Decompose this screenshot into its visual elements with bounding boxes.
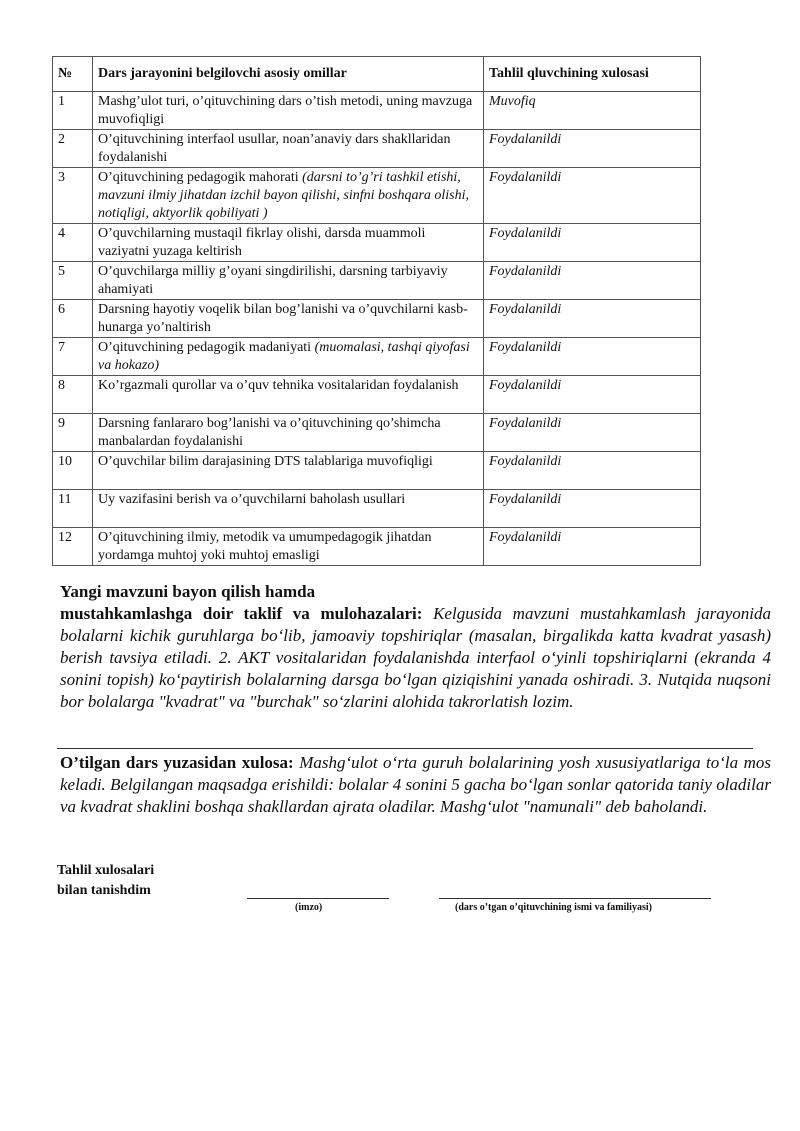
proposals-section — [60, 581, 771, 713]
row-factor — [93, 300, 484, 338]
row-factor-text: O’qituvchining ilmiy, metodik va umumpedagogik jihatdan yordamga muhtoj yoki muhtoj emasligi — [98, 530, 432, 563]
table-body — [53, 92, 701, 566]
row-number: 8 — [53, 376, 93, 414]
row-number: 11 — [53, 490, 93, 528]
ack-line2: bilan tanishdim — [57, 883, 151, 898]
row-number: 1 — [53, 92, 93, 130]
conclusion-label: O’tilgan dars yuzasidan xulosa: — [60, 753, 294, 772]
row-factor-detail: (darsni to’g’ri tashkil etishi, mavzuni ilmiy jihatdan izchil bayon qilishi, sinfni boshqara olishi, notiqligi, aktyorlik qobiliyati ) — [98, 170, 470, 221]
table-row — [53, 414, 701, 452]
row-result: Foydalanildi — [484, 338, 701, 376]
signature-line — [247, 898, 389, 899]
table-row — [53, 168, 701, 224]
row-factor-text: O’qituvchining pedagogik mahorati — [98, 170, 303, 185]
acknowledgement-label — [57, 861, 154, 901]
row-factor-text: Darsning fanlararo bog’lanishi va o’qituvchining qo’shimcha manbalardan foydalanishi — [98, 416, 441, 449]
separator-line — [57, 748, 753, 749]
proposals-title-line1: Yangi mavzuni bayon qilish hamda — [60, 582, 316, 601]
proposals-title-line2: mustahkamlashga doir taklif va mulohazalari: — [60, 604, 423, 623]
row-number: 2 — [53, 130, 93, 168]
row-number: 3 — [53, 168, 93, 224]
header-factors: Dars jarayonini belgilovchi asosiy omillar — [93, 57, 484, 92]
row-factor-text: Mashg’ulot turi, o’qituvchining dars o’tish metodi, uning mavzuga muvofiqligi — [98, 94, 473, 127]
table-header-row — [53, 57, 701, 92]
row-factor — [93, 338, 484, 376]
ack-line1: Tahlil xulosalari — [57, 863, 155, 878]
row-result: Foydalanildi — [484, 262, 701, 300]
row-number: 12 — [53, 528, 93, 566]
conclusion-body: Mashg‘ulot o‘rta guruh bolalarining yosh xususiyatlariga to‘la mos keladi. Belgilangan maqsadga erishildi: bolalar 4 sonini 5 gacha bo‘lgan sonlar qatorida taniy oladilar va kvadrat shaklini boshqa shakllardan ajrata oladilar. Mashg‘ulot "namunali" deb baholandi. — [60, 753, 772, 816]
row-factor-text: O’qituvchining interfaol usullar, noan’anaviy dars shakllaridan foydalanishi — [98, 132, 451, 165]
table-row — [53, 300, 701, 338]
row-result: Muvofiq — [484, 92, 701, 130]
table-row — [53, 528, 701, 566]
row-factor-text: O’qituvchining pedagogik madaniyati — [98, 340, 315, 355]
row-factor — [93, 130, 484, 168]
row-number: 5 — [53, 262, 93, 300]
table-row — [53, 92, 701, 130]
row-factor-text: Darsning hayotiy voqelik bilan bog’lanishi va o’quvchilarni kasb-hunarga yo’naltirish — [98, 302, 468, 335]
row-factor-text: Uy vazifasini berish va o’quvchilarni baholash usullari — [98, 492, 406, 507]
table-row — [53, 452, 701, 490]
row-factor — [93, 224, 484, 262]
row-factor-detail: (muomalasi, tashqi qiyofasi va hokazo) — [98, 340, 470, 373]
table-row — [53, 376, 701, 414]
table-row — [53, 224, 701, 262]
row-factor — [93, 376, 484, 414]
row-factor — [93, 452, 484, 490]
row-factor — [93, 168, 484, 224]
row-factor-text: O’quvchilar bilim darajasining DTS talablariga muvofiqligi — [98, 454, 433, 469]
header-conclusion: Tahlil qluvchining xulosasi — [484, 57, 701, 92]
proposals-body: Kelgusida mavzuni mustahkamlash jarayonida bolalarni kichik guruhlarga bo‘lib, jamoaviy topshiriqlar (masalan, birgalikda katta kvadrat yasash) berish tavsiya etiladi. 2. AKT vositalaridan foydalanishda interfaol o‘yinli topshiriqlarni (ekranda 4 sonini topish) ko‘paytirish bolalarning darsga bo‘lgan qiziqishini yanada oshiradi. 3. Nutqida nuqsoni bor bolalarga "kvadrat" va "burchak" so‘zlarini alohida takrorlatish lozim. — [60, 604, 772, 711]
row-result: Foydalanildi — [484, 224, 701, 262]
row-factor — [93, 528, 484, 566]
row-factor — [93, 262, 484, 300]
row-result: Foydalanildi — [484, 168, 701, 224]
evaluation-table — [52, 56, 701, 566]
teacher-name-line — [439, 898, 711, 899]
row-number: 10 — [53, 452, 93, 490]
row-factor-text: O’quvchilarga milliy g’oyani singdirilishi, darsning tarbiyaviy ahamiyati — [98, 264, 448, 297]
row-factor — [93, 490, 484, 528]
row-factor — [93, 92, 484, 130]
row-result: Foydalanildi — [484, 414, 701, 452]
row-number: 9 — [53, 414, 93, 452]
header-number: № — [53, 57, 93, 92]
row-factor-text: Ko’rgazmali qurollar va o’quv tehnika vositalaridan foydalanish — [98, 378, 459, 393]
row-result: Foydalanildi — [484, 452, 701, 490]
signature-caption: (imzo) — [295, 902, 323, 913]
conclusion-section — [60, 752, 771, 818]
table-row — [53, 130, 701, 168]
row-number: 7 — [53, 338, 93, 376]
row-result: Foydalanildi — [484, 130, 701, 168]
table-row — [53, 262, 701, 300]
row-factor — [93, 414, 484, 452]
row-result: Foydalanildi — [484, 376, 701, 414]
row-result: Foydalanildi — [484, 300, 701, 338]
row-result: Foydalanildi — [484, 490, 701, 528]
row-factor-text: O’quvchilarning mustaqil fikrlay olishi, darsda muammoli vaziyatni yuzaga keltirish — [98, 226, 426, 259]
row-result: Foydalanildi — [484, 528, 701, 566]
table-row — [53, 490, 701, 528]
teacher-name-caption: (dars o’tgan o’qituvchining ismi va familiyasi) — [455, 902, 652, 913]
row-number: 6 — [53, 300, 93, 338]
table-row — [53, 338, 701, 376]
row-number: 4 — [53, 224, 93, 262]
